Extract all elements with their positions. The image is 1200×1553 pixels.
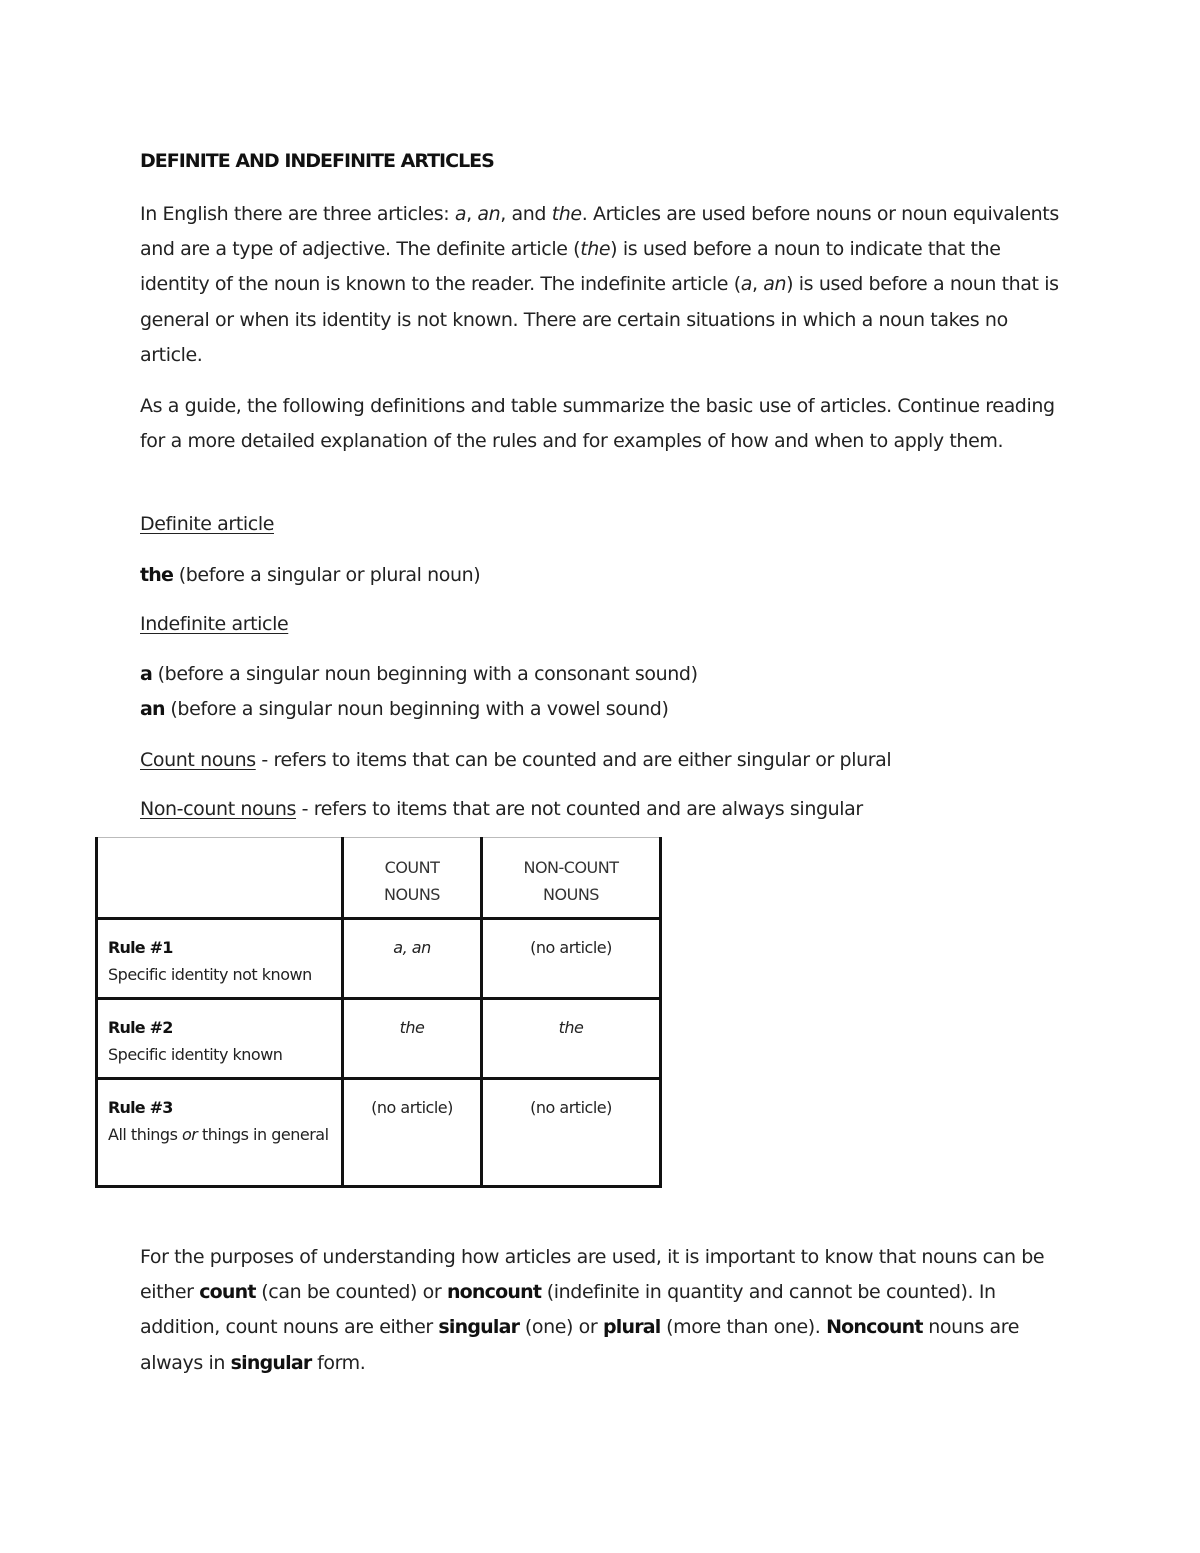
definite-article-heading: Definite article: [140, 513, 274, 535]
indefinite-an-line: an (before a singular noun beginning with a vowel sound): [140, 698, 669, 720]
noncount-cell: (no article): [482, 1079, 661, 1187]
table-row: [97, 999, 661, 1079]
count-cell: the: [343, 999, 482, 1079]
intro-paragraph: In English there are three articles: a, an, and the. Articles are used before nouns or noun equivalents and are a type of adjective. The definite article (the) is used before a noun to indicate that the identity of the noun is known to the reader. The indefinite article (a, an) is used before a noun that is general or when its identity is not known. There are certain situations in which a noun takes no article.: [140, 203, 1059, 366]
rule-cell: Rule #1 Specific identity not known: [97, 919, 343, 999]
definite-the-line: the (before a singular or plural noun): [140, 564, 481, 586]
table-header-count: COUNT NOUNS: [343, 838, 482, 919]
guide-paragraph: As a guide, the following definitions and table summarize the basic use of articles. Continue reading for a more detailed explanation of the rules and for examples of how and when to apply them.: [140, 395, 1055, 453]
table-row: [97, 1079, 661, 1187]
table-header-empty: [97, 838, 343, 919]
purposes-paragraph: For the purposes of understanding how articles are used, it is important to know that nouns can be either count (can be counted) or noncount (indefinite in quantity and cannot be counted). In addition, count nouns are either singular (one) or plural (more than one). Noncount nouns are always in singular form.: [140, 1246, 1045, 1374]
rule-cell: Rule #2 Specific identity known: [97, 999, 343, 1079]
noncount-nouns-line: Non-count nouns - refers to items that are not counted and are always singular: [140, 798, 863, 820]
table-header-noncount: NON-COUNT NOUNS: [482, 838, 661, 919]
noncount-cell: (no article): [482, 919, 661, 999]
rule-cell: Rule #3 All things or things in general: [97, 1079, 343, 1187]
articles-table: [95, 837, 662, 1188]
table-header-row: [97, 838, 661, 919]
count-nouns-line: Count nouns - refers to items that can be counted and are either singular or plural: [140, 749, 892, 771]
table-row: [97, 919, 661, 999]
indefinite-article-heading: Indefinite article: [140, 613, 289, 635]
indefinite-a-line: a (before a singular noun beginning with a consonant sound): [140, 663, 698, 685]
count-cell: a, an: [343, 919, 482, 999]
noncount-cell: the: [482, 999, 661, 1079]
count-cell: (no article): [343, 1079, 482, 1187]
page-title: DEFINITE AND INDEFINITE ARTICLES: [140, 150, 494, 172]
